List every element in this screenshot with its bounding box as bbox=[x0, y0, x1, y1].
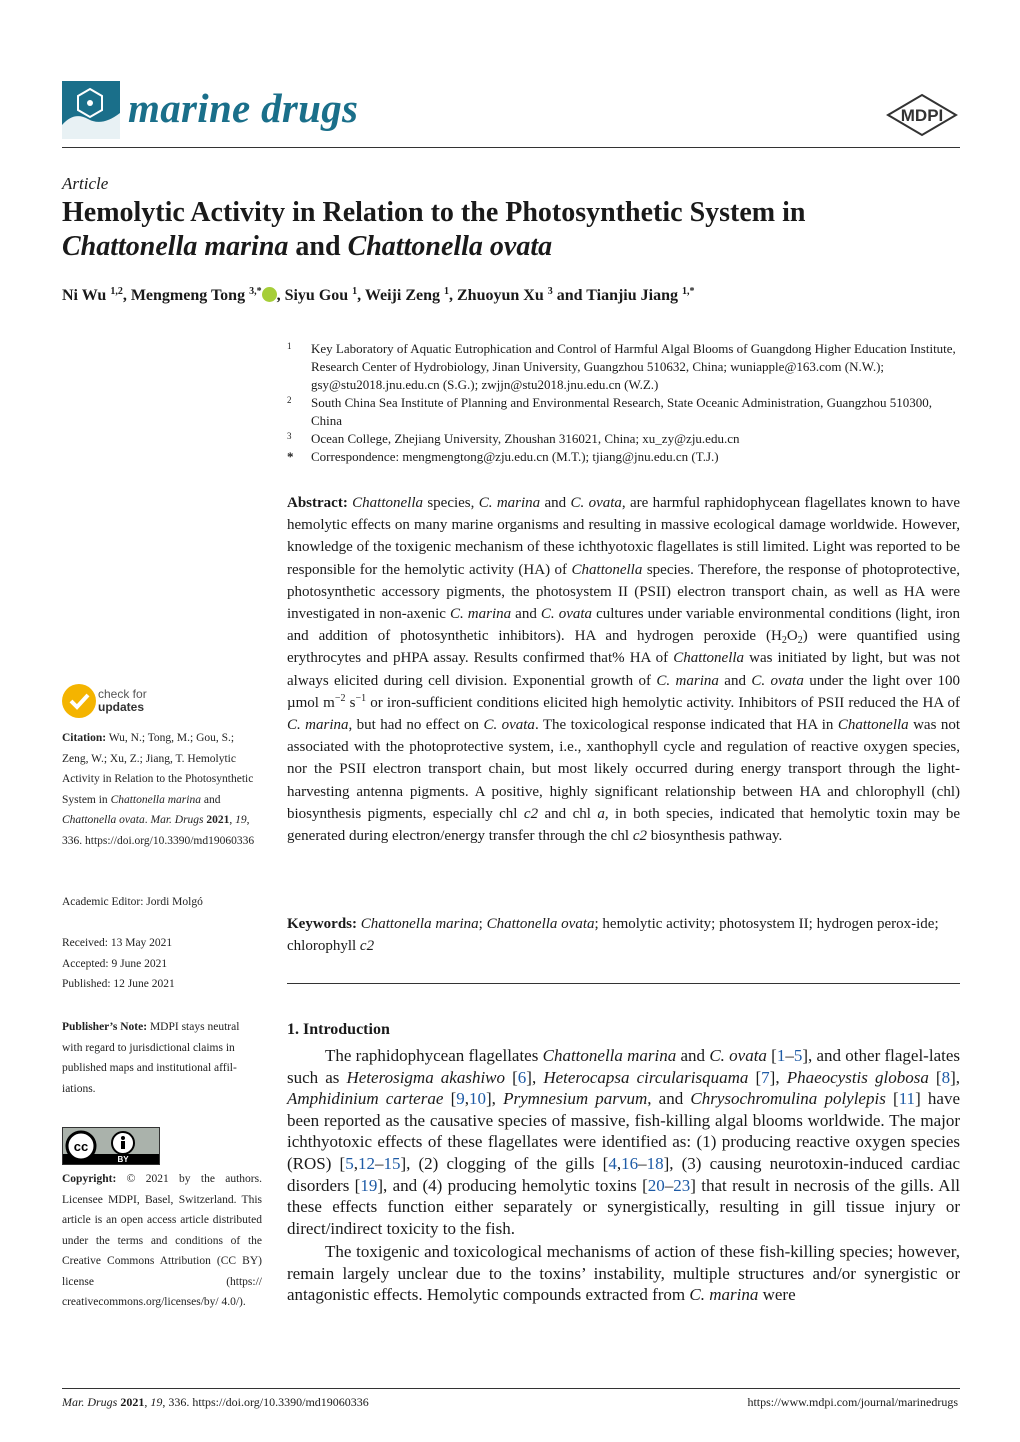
abstract-italic: C. marina bbox=[656, 672, 719, 689]
body-text: – bbox=[664, 1175, 674, 1195]
citation-italic: Mar. Drugs bbox=[150, 814, 204, 826]
keyword: Chattonella marina bbox=[360, 916, 479, 932]
abstract-rule bbox=[287, 983, 960, 984]
body-text: [ bbox=[505, 1067, 518, 1087]
reference-link[interactable]: 16 bbox=[621, 1153, 639, 1173]
abstract-text: and bbox=[511, 606, 541, 623]
footer-year: 2021 bbox=[120, 1395, 145, 1409]
footer-volume: 19 bbox=[150, 1395, 163, 1409]
body-italic: Amphidinium carterae bbox=[287, 1089, 444, 1109]
reference-link[interactable]: 5 bbox=[793, 1046, 803, 1065]
check-line-2: updates bbox=[98, 700, 145, 714]
mdpi-logo-icon bbox=[884, 93, 960, 137]
title-conjunction: and bbox=[288, 231, 348, 262]
author-name[interactable]: Siyu Gou bbox=[284, 287, 349, 304]
footer-doi[interactable]: , 336. https://doi.org/10.3390/md19060336 bbox=[162, 1395, 369, 1409]
author-name[interactable]: Ni Wu bbox=[62, 287, 107, 304]
citation-text: , bbox=[229, 814, 236, 826]
abstract-italic: Chattonella bbox=[352, 495, 423, 511]
body-text: ], and other flagel-lates such as bbox=[287, 1046, 960, 1087]
cc-by-text: BY bbox=[117, 1155, 129, 1164]
article-type: Article bbox=[62, 174, 109, 193]
abstract-italic: c2 bbox=[632, 828, 648, 845]
copyright-block bbox=[62, 1169, 262, 1313]
author-name[interactable]: Zhuoyun Xu bbox=[457, 287, 544, 304]
abstract-subscript: 2 bbox=[781, 635, 787, 647]
citation-label: Citation: bbox=[62, 732, 107, 744]
abstract-italic: C. marina bbox=[287, 717, 349, 734]
abstract-text: . The toxicological response indicated that HA in bbox=[534, 717, 838, 734]
body-text: ], bbox=[526, 1067, 544, 1087]
mdpi-logo-text: MDPI bbox=[900, 106, 944, 125]
abstract-text: and bbox=[718, 672, 752, 689]
abstract-text: and chl bbox=[538, 805, 598, 822]
abstract-text: and bbox=[540, 495, 571, 511]
body-text: [ bbox=[748, 1067, 762, 1087]
reference-link[interactable]: 10 bbox=[469, 1089, 486, 1109]
copyright-text: © 2021 by the authors. Licensee MDPI, Basel, Switzerland. This article is an open access article distributed under the terms and conditions of the Creative Commons Attribution (CC BY) license (https:// creativecommons.org/licenses/by/ 4.0/). bbox=[62, 1173, 262, 1308]
journal-logo-icon bbox=[62, 81, 120, 139]
abstract-italic: C. ovata bbox=[570, 495, 622, 511]
body-text: [ bbox=[443, 1089, 457, 1109]
affiliation-text: South China Sea Institute of Planning and Environmental Research, State Oceanic Administration, Guangzhou 510300, China bbox=[311, 395, 932, 428]
copyright-label: Copyright: bbox=[62, 1173, 117, 1185]
intro-paragraph-2 bbox=[287, 1241, 960, 1306]
cc-by-license-icon[interactable] bbox=[62, 1127, 160, 1165]
reference-link[interactable]: 12 bbox=[357, 1153, 375, 1173]
abstract-text: or iron-sufficient conditions elicited high hemolytic activity. Inhibitors of PSII reduced the HA of bbox=[366, 694, 960, 711]
body-italic: Heterosigma akashiwo bbox=[346, 1067, 506, 1087]
affiliation-number: 3 bbox=[287, 431, 292, 441]
body-italic: C. ovata bbox=[709, 1046, 767, 1065]
abstract-text: biosynthesis pathway. bbox=[647, 828, 783, 845]
author-list: Ni Wu $^{1,2}$, Mengmeng Tong $^{3,*}$ , Siyu Gou $^1$, Weiji Zeng $^1$, Zhuoyun Xu $^3$ and Tianjiu Jiang $^{1,*}$ bbox=[62, 286, 695, 304]
body-text: , bbox=[353, 1153, 358, 1173]
body-text: [ bbox=[928, 1067, 942, 1087]
abstract-superscript: −1 bbox=[355, 692, 367, 704]
publisher-note-text: MDPI stays neutral with regard to jurisdictional claims in published maps and institutional affil-iations. bbox=[62, 1021, 240, 1095]
body-text: – bbox=[374, 1153, 384, 1173]
publisher-note-label: Publisher’s Note: bbox=[62, 1021, 148, 1033]
publication-dates bbox=[62, 933, 262, 995]
reference-link[interactable]: 20 bbox=[647, 1175, 665, 1195]
abstract-text: , in both species, indicated that hemolytic toxin may be generated during electron/energy transfer through the chl bbox=[287, 805, 961, 845]
abstract-text: was initiated by light, but was not always elicited during cell division. Exponential growth of bbox=[287, 650, 960, 689]
affiliation-number: 2 bbox=[287, 395, 292, 405]
reference-link[interactable]: 4 bbox=[608, 1153, 617, 1173]
abstract-italic: C. ovata bbox=[751, 672, 804, 689]
check-line-1: check for bbox=[98, 687, 147, 701]
author-affiliation: 3 bbox=[547, 286, 553, 297]
reference-link[interactable]: 23 bbox=[673, 1175, 691, 1195]
abstract-subscript: 2 bbox=[797, 635, 803, 647]
header-rule bbox=[62, 147, 960, 148]
publisher-note bbox=[62, 1017, 262, 1099]
affiliation-item bbox=[287, 394, 960, 430]
body-text: ], (2) clogging of the gills [ bbox=[400, 1153, 609, 1173]
correspondence-item bbox=[287, 448, 960, 466]
check-for-updates[interactable] bbox=[98, 688, 147, 714]
title-species-2: Chattonella ovata bbox=[347, 231, 553, 262]
reference-link[interactable]: 9 bbox=[456, 1089, 465, 1109]
citation-text: Wu, N.; Tong, M.; Gou, S.; Zeng, W.; Xu, Z.; Jiang, T. Hemolytic Activity in Relation to the Photosynthetic System in bbox=[62, 732, 254, 806]
section-heading: 1. Introduction bbox=[287, 1021, 390, 1038]
body-italic: Chattonella marina bbox=[542, 1046, 677, 1065]
author-name[interactable]: Tianjiu Jiang bbox=[586, 287, 678, 304]
footer-sep: , bbox=[144, 1395, 151, 1409]
body-text: The toxigenic and toxicological mechanisms of action of these fish-killing species; however, remain largely unclear due to the toxins’ instability, multiple structures and/or synergistic or antagonistic effects. Hemolytic compounds extracted from bbox=[287, 1242, 960, 1305]
orcid-icon[interactable] bbox=[262, 287, 277, 302]
reference-link[interactable]: 5 bbox=[345, 1153, 354, 1173]
citation-italic: Chattonella marina bbox=[110, 793, 201, 806]
author-name[interactable]: Mengmeng Tong bbox=[130, 287, 246, 304]
body-text: The raphidophycean flagellates bbox=[325, 1046, 543, 1065]
body-text: – bbox=[785, 1046, 794, 1065]
keyword: ; hemolytic activity; photosystem II; hydrogen perox-ide; chlorophyll bbox=[287, 916, 939, 954]
affiliation-item bbox=[287, 430, 960, 448]
body-text: ], bbox=[769, 1067, 787, 1087]
affiliation-text: Ocean College, Zhejiang University, Zhoushan 316021, China; xu_zy@zju.edu.cn bbox=[311, 431, 740, 446]
abstract-italic: c2 bbox=[523, 805, 539, 822]
body-text: , bbox=[464, 1089, 469, 1109]
body-text: and bbox=[676, 1046, 710, 1065]
body-text: were bbox=[758, 1285, 796, 1305]
received-date: Received: 13 May 2021 bbox=[62, 937, 173, 949]
body-italic: Phaeocystis globosa bbox=[786, 1067, 929, 1087]
body-text: ], bbox=[486, 1089, 504, 1109]
body-italic: C. marina bbox=[689, 1285, 759, 1305]
abstract-text: O bbox=[786, 628, 798, 645]
body-italic: Chrysochromulina polylepis bbox=[690, 1089, 886, 1109]
abstract-text: species. Therefore, the response of photoprotective, photosynthetic accessory pigments, the photosystem II (PSII) electron transport chain, as well as HA were investigated in non-axenic bbox=[287, 561, 961, 623]
affiliations bbox=[287, 340, 960, 466]
abstract-italic: Chattonella bbox=[837, 717, 909, 734]
abstract-italic: C. ovata bbox=[483, 717, 535, 734]
body-text: , and bbox=[647, 1089, 691, 1109]
abstract-text: ) were quantified using erythrocytes and pHPA assay. Results confirmed that% HA of bbox=[287, 628, 960, 667]
abstract-text: species, bbox=[423, 495, 479, 511]
keyword: c2 bbox=[359, 938, 375, 954]
citation-italic: Chattonella ovata bbox=[62, 814, 145, 826]
footer-journal-url[interactable]: https://www.mdpi.com/journal/marinedrugs bbox=[747, 1395, 958, 1409]
body-text: – bbox=[638, 1153, 647, 1173]
abstract-italic: C. marina bbox=[449, 606, 512, 623]
abstract-text: , but had no effect on bbox=[348, 717, 484, 734]
checkmark-icon bbox=[62, 684, 96, 718]
abstract-italic: Chattonella bbox=[571, 561, 643, 578]
accepted-date: Accepted: 9 June 2021 bbox=[62, 957, 168, 970]
body-text: ] that result in necrosis of the gills. All these effects function either separately or synergistically, resulting in gill tissue injury or direct/indirect toxicity to the fish. bbox=[287, 1175, 961, 1238]
affiliation-item bbox=[287, 340, 960, 394]
abstract-text: s bbox=[345, 694, 356, 711]
author-affiliation: 3,* bbox=[249, 286, 262, 297]
published-date: Published: 12 June 2021 bbox=[62, 978, 175, 990]
body-italic: Prymnesium parvum bbox=[503, 1089, 648, 1109]
affiliation-number: 1 bbox=[287, 341, 292, 351]
body-italic: Heterocapsa circularisquama bbox=[543, 1067, 749, 1087]
reference-link[interactable]: 18 bbox=[646, 1153, 664, 1173]
article-title bbox=[62, 196, 962, 264]
body-text: ], bbox=[950, 1067, 961, 1087]
intro-paragraph-1 bbox=[287, 1045, 960, 1239]
abstract-text: was not associated with the photoprotective system, i.e., xanthophyll cycle and regulation of reactive oxygen species, nor the PSII electron transport chain, but most likely occurred during energy transport through the light-harvesting antenna pigments. A positive, highly significant relationship between HA and chlorophyll (chl) biosynthesis pigments, especially chl bbox=[287, 717, 960, 822]
citation-year: 2021 bbox=[206, 814, 230, 826]
footer-citation bbox=[62, 1395, 369, 1410]
abstract-text: cultures under variable environmental conditions (light, iron and addition of photosynthetic inhibitors). HA and hydrogen peroxide (H bbox=[287, 606, 960, 645]
academic-editor: Academic Editor: Jordi Molgó bbox=[62, 896, 203, 908]
title-line1: Hemolytic Activity in Relation to the Photosynthetic System in bbox=[62, 197, 806, 228]
check-for-updates-icon[interactable] bbox=[62, 684, 96, 718]
reference-link[interactable]: 8 bbox=[941, 1067, 951, 1087]
abstract-superscript: −2 bbox=[334, 692, 346, 704]
citation-block bbox=[62, 728, 262, 851]
abstract-text: , are harmful raphidophycean flagellates known to have hemolytic effects on many marine organisms and resulting in massive ecological damage worldwide. However, knowledge of the toxigenic mechanism of these ichthyotoxic flagellates is still limited. Light was reported to be responsible for the hemolytic activity (HA) of bbox=[287, 495, 960, 578]
citation-doi[interactable]: , 336. https://doi.org/10.3390/md19060336 bbox=[62, 814, 255, 847]
reference-link[interactable]: 6 bbox=[517, 1067, 527, 1087]
author-affiliation: 1 bbox=[444, 286, 449, 297]
journal-name: marine drugs bbox=[128, 85, 359, 131]
author-name[interactable]: Weiji Zeng bbox=[364, 287, 440, 304]
abstract-italic: Chattonella bbox=[673, 650, 745, 667]
abstract bbox=[287, 492, 960, 847]
author-affiliation: 1 bbox=[352, 286, 358, 297]
abstract-label: Abstract: bbox=[287, 495, 348, 511]
body-text: ] have been reported as the causative species of massive, fish-killing algal blooms worldwide. The major ichthyotoxic effects of these flagellates were identified as: (1) producing reactive oxygen species (ROS) [ bbox=[287, 1089, 961, 1173]
reference-link[interactable]: 7 bbox=[761, 1067, 770, 1087]
keyword: Chattonella ovata bbox=[486, 916, 595, 932]
reference-link[interactable]: 11 bbox=[898, 1089, 916, 1109]
citation-text: and bbox=[200, 793, 221, 806]
abstract-italic: C. ovata bbox=[540, 606, 593, 623]
abstract-italic: C. marina bbox=[478, 495, 541, 511]
reference-link[interactable]: 1 bbox=[776, 1046, 786, 1065]
author-affiliation: 1,* bbox=[681, 286, 695, 297]
footer-journal: Mar. Drugs bbox=[62, 1395, 118, 1409]
body-text: ], (3) causing neurotoxin-induced cardiac disorders [ bbox=[287, 1153, 960, 1195]
abstract-text: under the light over 100 µmol m bbox=[287, 672, 960, 711]
keyword-separator: ; bbox=[478, 916, 487, 932]
body-text: ], and (4) producing hemolytic toxins [ bbox=[377, 1175, 648, 1195]
svg-text:cc: cc bbox=[73, 1139, 89, 1154]
body-text: [ bbox=[885, 1089, 899, 1109]
correspondence-marker: * bbox=[287, 449, 294, 464]
body-text: , bbox=[616, 1153, 622, 1173]
body-text: [ bbox=[766, 1046, 777, 1065]
affiliation-text: Key Laboratory of Aquatic Eutrophication and Control of Harmful Algal Blooms of Guangdong Higher Education Institute, Research Center of Hydrobiology, Jinan University, Guangzhou 510632, China; wuniapple@163.com (N.W.); gsy@stu2018.jnu.edu.cn (S.G.); zwjjn@stu2018.jnu.edu.cn (W.Z.) bbox=[311, 341, 956, 392]
citation-volume: 19 bbox=[235, 814, 247, 826]
abstract-italic: a bbox=[597, 805, 605, 822]
title-species-1: Chattonella marina bbox=[62, 231, 289, 262]
reference-link[interactable]: 15 bbox=[383, 1153, 401, 1173]
keywords-label: Keywords: bbox=[287, 916, 357, 932]
correspondence-text: Correspondence: mengmengtong@zju.edu.cn (M.T.); tjiang@jnu.edu.cn (T.J.) bbox=[311, 449, 719, 464]
author-affiliation: 1,2 bbox=[110, 286, 123, 297]
citation-text: . bbox=[144, 814, 151, 826]
footer-rule bbox=[62, 1388, 960, 1389]
keywords bbox=[287, 913, 960, 957]
reference-link[interactable]: 19 bbox=[360, 1175, 378, 1195]
